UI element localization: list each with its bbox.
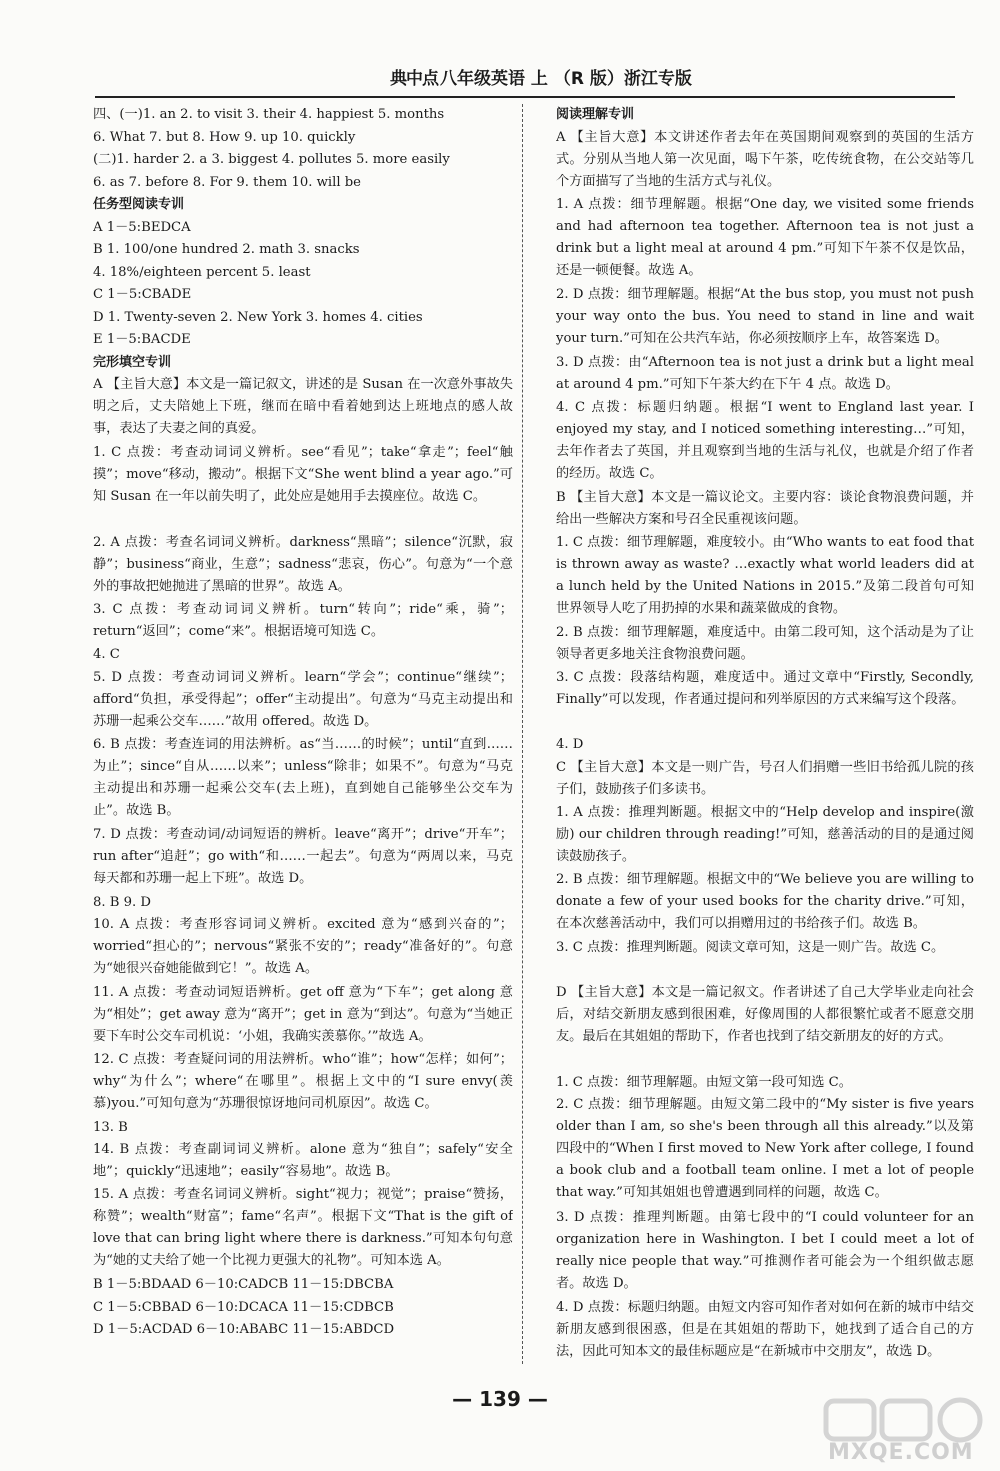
answer-explanation: 12. C 点拨：考查疑问词的用法辨析。who“谁”；how“怎样；如何”；why“为什么”；where“在哪里”。根据上文中的“I sure envy(羡慕)you.”可知句意为“苏珊很惊讶地问司机原因”。故选 C。 — [93, 1052, 513, 1111]
answer-explanation: A 【主旨大意】本文讲述作者去年在英国期间观察到的英国的生活方式。分别从当地人第一次见面，喝下午茶，吃传统食物，在公交站等几个方面描写了当地的生活方式与礼仪。 — [556, 129, 974, 189]
answer-explanation: 4. C 点拨：标题归纳题。根据“I went to England last year. I enjoyed my stay, and I noticed something interesting…”可知，去年作者去了英国，并且观察到当地的生活与礼仪，也就是介绍了作者的经历。故选 C。 — [556, 399, 974, 481]
answer-explanation: 1. C 点拨：细节理解题，难度较小。由“Who wants to eat food that is thrown away as waste? …exactly what world leaders did at a lunch held by the United Nations in 2015.”及第二段首句可知世界领导人吃了用扔掉的水果和蔬菜做成的食物。 — [556, 534, 974, 616]
answer-explanation: 2. B 点拨：细节理解题。根据文中的“We believe you are willing to donate a few of your used books for the charity drive.”可知，在本次慈善活动中，我们可以捐赠用过的书给孩子们。故选 B。 — [556, 872, 974, 931]
answer-explanation: 2. D 点拨：细节理解题。根据“At the bus stop, you must not push your way onto the bus. You need to stand in line and wait your turn.”可知在公共汽车站，你必须按顺序上车，故答案选 D。 — [556, 287, 974, 346]
answer-line: A 1－5:BEDCA — [93, 219, 191, 235]
answer-line: 4. 18%/eighteen percent 5. least — [93, 264, 311, 280]
answer-line: 1. C 点拨：细节理解题。由短文第一段可知选 C。 — [556, 1074, 852, 1090]
answer-line: 8. B 9. D — [93, 894, 152, 910]
answer-line: 4. D — [556, 737, 584, 752]
right-column — [556, 104, 974, 1387]
answer-explanation: 5. D 点拨：考查动词词义辨析。learn“学会”；continue“继续”；afford“负担，承受得起”；offer“主动提出”。句意为“马克主动提出和苏珊一起乘公交车……”故用 offered。故选 D。 — [93, 669, 513, 729]
answer-explanation: 1. C 点拨：考查动词词义辨析。see“看见”；take“拿走”；feel“触摸”；move“移动，搬动”。根据下文“She went blind a year ago.”可知 Susan 在一年以前失明了，此处应是她用手去摸座位。故选 C。 — [93, 444, 513, 504]
answer-line: B 1－5:BDAAD 6－10:CADCB 11－15:DBCBA — [93, 1277, 394, 1292]
answer-explanation: D 【主旨大意】本文是一篇记叙文。作者讲述了自己大学毕业走向社会后，对结交新朋友感到很困难，好像周围的人都很繁忙或者不愿意交朋友。最后在其姐姐的帮助下，作者也找到了结交新朋友的好的方式。 — [556, 984, 974, 1044]
answer-explanation: 3. D 点拨：推理判断题。由第七段中的“I could volunteer for an organization here in Washington. I bet I could meet a lot of really nice people that way.”可推测作者可能会为一个组织做志愿者。故选 D。 — [556, 1209, 974, 1291]
left-column — [93, 104, 513, 1342]
answer-line: 13. B — [93, 1119, 128, 1135]
answer-explanation: 10. A 点拨：考查形容词词义辨析。excited 意为“感到兴奋的”；worried“担心的”；nervous“紧张不安的”；ready“准备好的”。句意为“她很兴奋她能做到它！”。故选 A。 — [93, 917, 513, 976]
answer-line: 4. C — [93, 647, 120, 662]
answer-explanation: 3. C 点拨：推理判断题。阅读文章可知，这是一则广告。故选 C。 — [556, 939, 945, 955]
answer-explanation: 3. D 点拨：由“Afternoon tea is not just a drink but a light meal at around 4 pm.”可知下午茶大约在下午 4 点。故选 D。 — [556, 354, 974, 392]
header-title: 八年级英语 上 （R 版）浙江专版 — [440, 69, 692, 89]
answer-line: D 1－5:ACDAD 6－10:ABABC 11－15:ABDCD — [93, 1322, 395, 1337]
answer-explanation: 7. D 点拨：考查动词/动词短语的辨析。leave“离开”；drive“开车”；run after“追赶”；go with“和……一起去”。句意为“两周以来，马克每天都和苏珊一起上下班”。故选 D。 — [93, 827, 513, 886]
header-rule — [95, 96, 955, 98]
column-divider — [522, 104, 523, 1364]
answer-explanation: A 【主旨大意】本文是一篇记叙文，讲述的是 Susan 在一次意外事故失明之后，丈夫陪她上下班，继而在暗中看着她到达上班地点的感人故事，表达了夫妻之间的真爱。 — [93, 377, 513, 436]
brand-logo: 典中点 — [390, 69, 438, 89]
answer-line: 6. as 7. before 8. For 9. them 10. will be — [93, 174, 361, 190]
answer-explanation: 2. C 点拨：细节理解题。由短文第二段中的“My sister is five years older than I am, so she's been through all this already.”以及第四段中的“When I first moved to New York after college, I found a book club and a football team online. I met a lot of people that way.”可知其姐姐也曾遭遇到同样的问题，故选 C。 — [556, 1097, 974, 1200]
answer-line: 6. What 7. but 8. How 9. up 10. quickly — [93, 129, 356, 145]
answer-line: C 1－5:CBADE — [93, 287, 192, 302]
answer-explanation: 11. A 点拨：考查动词短语辨析。get off 意为“下车”；get along 意为“相处”；get away 意为“离开”；get in 意为“到达”。句意为“当她正要下车时公交车司机说：‘小姐，我确实羡慕你。’”故选 A。 — [93, 984, 513, 1044]
page-number: — 139 — — [452, 1387, 548, 1411]
section-heading: 阅读理解专训 — [556, 107, 635, 122]
answer-line: (二)1. harder 2. a 3. biggest 4. pollutes 5. more easily — [93, 152, 450, 167]
answer-explanation: 15. A 点拨：考查名词词义辨析。sight“视力；视觉”；praise“赞扬，称赞”；wealth“财富”；fame“名声”。根据下文“That is the gift of love that can bring light where there is darkness.”可知本句句意为“她的丈夫给了她一个比视力更强大的礼物”。可知本选 A。 — [93, 1187, 513, 1268]
watermark-text: MXQE.COM — [828, 1440, 974, 1465]
answer-explanation: 2. A 点拨：考查名词词义辨析。darkness“黑暗”；silence“沉默，寂静”；business“商业，生意”；sadness“悲哀，伤心”。句意为“一个意外的事故把她抛进了黑暗的世界”。故选 A。 — [93, 534, 513, 594]
answer-explanation: 4. D 点拨：标题归纳题。由短文内容可知作者对如何在新的城市中结交新朋友感到很困惑，但是在其姐姐的帮助下，她找到了适合自己的方法，因此可知本文的最佳标题应是“在新城市中交朋友”，故选 D。 — [556, 1299, 974, 1359]
answer-explanation: 3. C 点拨：段落结构题，难度适中。通过文章中“Firstly, Secondly, Finally”可以发现，作者通过提问和列举原因的方式来编写这个段落。 — [556, 669, 974, 707]
section-heading: 任务型阅读专训 — [93, 197, 185, 212]
answer-explanation: B 【主旨大意】本文是一篇议论文。主要内容：谈论食物浪费问题，并给出一些解决方案和号召全民重视该问题。 — [556, 489, 974, 527]
answer-line: D 1. Twenty-seven 2. New York 3. homes 4. cities — [93, 309, 423, 325]
answer-explanation: 2. B 点拨：细节理解题，难度适中。由第二段可知，这个活动是为了让领导者更多地关注食物浪费问题。 — [556, 624, 974, 662]
answer-explanation: 1. A 点拨：细节理解题。根据“One day, we visited some friends and had afternoon tea together. Afternoon tea is not just a drink but a light meal at around 4 pm.”可知下午茶不仅是饮品，还是一顿便餐。故选 A。 — [556, 197, 974, 278]
answer-line: B 1. 100/one hundred 2. math 3. snacks — [93, 242, 360, 257]
answer-line: E 1－5:BACDE — [93, 332, 191, 347]
page-header — [95, 62, 955, 102]
answer-line: 四、(一)1. an 2. to visit 3. their 4. happiest 5. months — [93, 107, 445, 122]
answer-explanation: 14. B 点拨：考查副词词义辨析。alone 意为“独自”；safely“安全地”；quickly“迅速地”；easily“容易地”。故选 B。 — [93, 1142, 513, 1179]
section-heading: 完形填空专训 — [93, 354, 172, 370]
answer-explanation: 3. C 点拨：考查动词词义辨析。turn“转向”；ride“乘，骑”；return“返回”；come“来”。根据语境可知选 C。 — [93, 602, 513, 639]
answer-line: C 1－5:CBBAD 6－10:DCACA 11－15:CDBCB — [93, 1299, 394, 1315]
answer-explanation: 6. B 点拨：考查连词的用法辨析。as“当……的时候”；until“直到……为止”；since“自从……以来”；unless“除非；如果不”。句意为“马克主动提出和苏珊一起乘公交车(去上班)，直到她自己能够坐公交车为止”。故选 B。 — [93, 737, 513, 818]
answer-explanation: C 【主旨大意】本文是一则广告，号召人们捐赠一些旧书给孤儿院的孩子们，鼓励孩子们多读书。 — [556, 759, 974, 797]
answer-explanation: 1. A 点拨：推理判断题。根据文中的“Help develop and inspire(激励) our children through reading!”可知，慈善活动的目的是通过阅读鼓励孩子。 — [556, 804, 974, 864]
